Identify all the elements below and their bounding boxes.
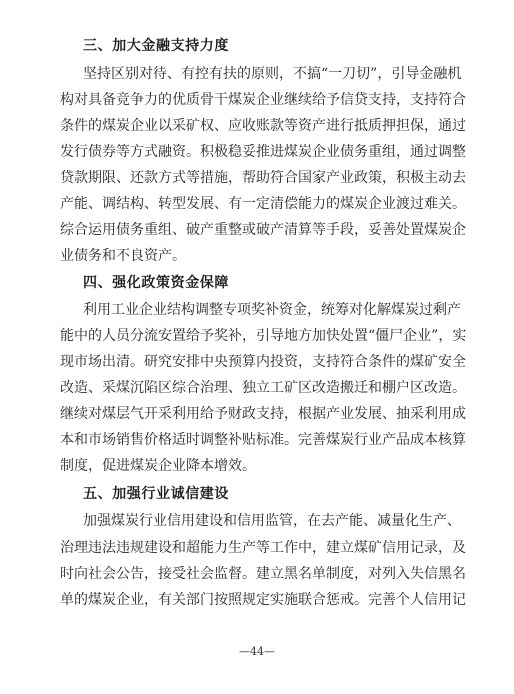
- paragraph-line: 制度，促进煤炭企业降本增效。: [60, 458, 256, 474]
- section-heading-integrity: 五、加强行业诚信建设: [83, 486, 229, 502]
- paragraph-line: 现市场出清。研究安排中央预算内投资，支持符合条件的煤矿安全: [60, 354, 466, 370]
- section-heading-policy-funds: 四、强化政策资金保障: [83, 275, 229, 291]
- paragraph-line: 本和市场销售价格适时调整补贴标准。完善煤炭行业产品成本核算: [60, 432, 466, 448]
- paragraph-line: 继续对煤层气开采利用给予财政支持，根据产业发展、抽采利用成: [60, 406, 466, 422]
- paragraph-line: 产能、调结构、转型发展、有一定清偿能力的煤炭企业渡过难关。: [60, 196, 466, 212]
- paragraph-line: 综合运用债务重组、破产重整或破产清算等手段，妥善处置煤炭企: [60, 222, 466, 238]
- paragraph-line: 条件的煤炭企业以采矿权、应收账款等资产进行抵质押担保，通过: [60, 118, 466, 134]
- paragraph-line: 改造、采煤沉陷区综合治理、独立工矿区改造搬迁和棚户区改造。: [60, 380, 466, 396]
- paragraph-line: 加强煤炭行业信用建设和信用监管，在去产能、减量化生产、: [83, 513, 461, 529]
- paragraph-line: 坚持区别对待、有控有扶的原则，不搞“一刀切”，引导金融机: [83, 66, 462, 82]
- paragraph-line: 利用工业企业结构调整专项奖补资金，统筹对化解煤炭过剩产: [83, 302, 461, 318]
- paragraph-line: 单的煤炭企业，有关部门按照规定实施联合惩戒。完善个人信用记: [60, 592, 466, 608]
- paragraph-line: 治理违法违规建设和超能力生产等工作中，建立煤矿信用记录，及: [60, 540, 466, 556]
- paragraph-line: 构对具备竞争力的优质骨干煤炭企业继续给予信贷支持，支持符合: [60, 92, 466, 108]
- page-number: —44—: [239, 645, 275, 658]
- section-heading-finance: 三、加大金融支持力度: [83, 38, 229, 54]
- paragraph-line: 能中的人员分流安置给予奖补，引导地方加快处置“僵尸企业”，实: [60, 328, 467, 344]
- paragraph-line: 发行债券等方式融资。积极稳妥推进煤炭企业债务重组，通过调整: [60, 144, 466, 160]
- paragraph-line: 业债务和不良资产。: [60, 248, 186, 264]
- paragraph-line: 贷款期限、还款方式等措施，帮助符合国家产业政策，积极主动去: [60, 170, 466, 186]
- paragraph-line: 时向社会公告，接受社会监督。建立黑名单制度，对列入失信黑名: [60, 566, 466, 582]
